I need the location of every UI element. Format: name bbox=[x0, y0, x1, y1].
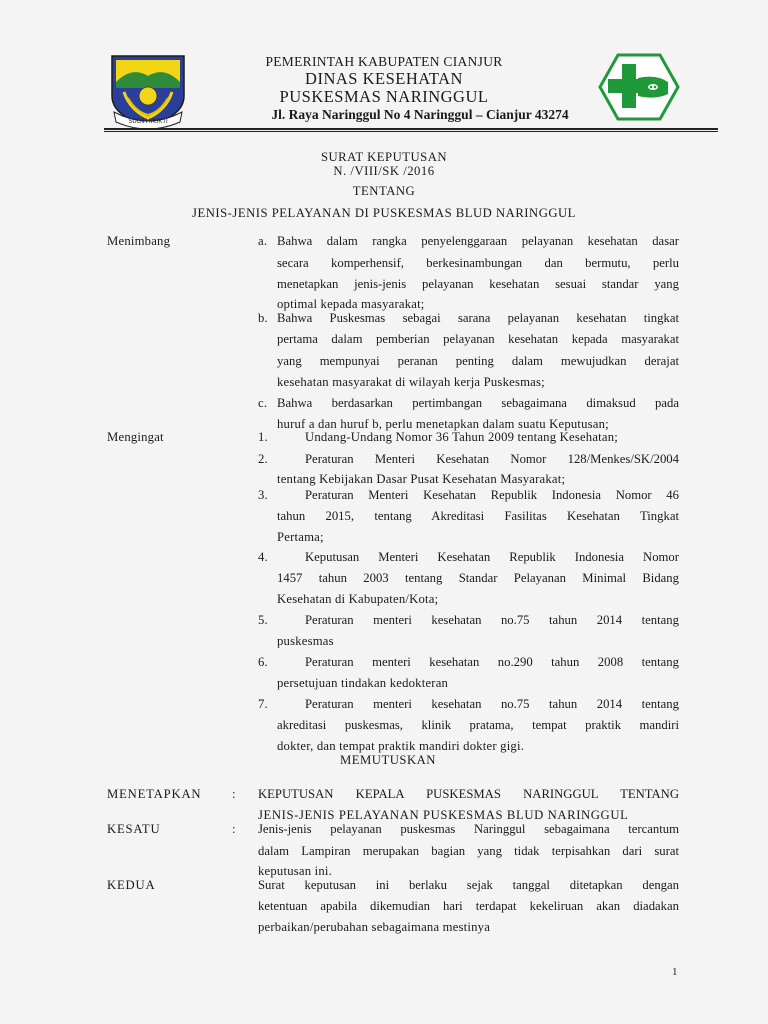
mengingat-4-line: 1457 tahun 2003 tentang Standar Pelayanan Minimal Bidang bbox=[277, 571, 679, 585]
mengingat-marker-5: 5. bbox=[258, 613, 268, 627]
menimbang-b-line: kesehatan masyarakat di wilayah kerja Puskesmas; bbox=[277, 375, 545, 389]
header-rule-thick bbox=[104, 128, 718, 130]
title-tentang: TENTANG bbox=[352, 184, 416, 198]
menimbang-a-line: Bahwa dalam rangka penyelenggaraan pelayanan kesehatan dasar bbox=[277, 234, 679, 248]
mengingat-1-line: Undang-Undang Nomor 36 Tahun 2009 tentang Kesehatan; bbox=[305, 430, 619, 444]
menetapkan-line: KEPUTUSAN KEPALA PUSKESMAS NARINGGUL TENTANG bbox=[258, 787, 679, 801]
mengingat-2-line: tentang Kebijakan Dasar Pusat Kesehatan Masyarakat; bbox=[277, 472, 566, 486]
mengingat-6-line: Peraturan menteri kesehatan no.290 tahun 2008 tentang bbox=[305, 655, 679, 669]
menimbang-label: Menimbang bbox=[107, 234, 171, 248]
menetapkan-colon: : bbox=[232, 787, 236, 801]
mengingat-marker-4: 4. bbox=[258, 550, 268, 564]
mengingat-3-line: tahun 2015, tentang Akreditasi Fasilitas Kesehatan Tingkat bbox=[277, 509, 679, 523]
mengingat-5-line: Peraturan menteri kesehatan no.75 tahun 2014 tentang bbox=[305, 613, 679, 627]
kesatu-line: dalam Lampiran merupakan bagian yang tidak terpisahkan dari surat bbox=[258, 844, 679, 858]
mengingat-7-line: dokter, dan tempat praktik mandiri dokter gigi. bbox=[277, 739, 525, 753]
emblem-motto: SUGIH MUKTI bbox=[128, 119, 168, 125]
header-address: Jl. Raya Naringgul No 4 Naringgul – Cianjur 43274 bbox=[271, 107, 569, 122]
menimbang-c-line: huruf a dan huruf b, perlu menetapkan dalam suatu Keputusan; bbox=[277, 417, 609, 431]
mengingat-label: Mengingat bbox=[107, 430, 164, 444]
mengingat-7-line: akreditasi puskesmas, klinik pratama, tempat praktik mandiri bbox=[277, 718, 679, 732]
kedua-line: ketentuan apabila dikemudian hari terdapat kekeliruan akan diadakan bbox=[258, 899, 679, 913]
kedua-line: perbaikan/perubahan sebagaimana mestinya bbox=[258, 920, 491, 934]
menimbang-b-line: yang mempunyai peranan penting dalam mewujudkan derajat bbox=[277, 354, 679, 368]
kesatu-line: keputusan ini. bbox=[258, 864, 332, 878]
menimbang-c-line: Bahwa berdasarkan pertimbangan sebagaimana dimaksud pada bbox=[277, 396, 679, 410]
menimbang-a-line: secara komperhensif, berkesinambungan dan bermutu, perlu bbox=[277, 256, 679, 270]
mengingat-3-line: Pertama; bbox=[277, 530, 324, 544]
kedua-line: Surat keputusan ini berlaku sejak tanggal ditetapkan dengan bbox=[258, 878, 679, 892]
menimbang-b-line: pertama dalam pemberian pelayanan kesehatan kepada masyarakat bbox=[277, 332, 679, 346]
mengingat-5-line: puskesmas bbox=[277, 634, 334, 648]
header-puskesmas: PUSKESMAS NARINGGUL bbox=[279, 87, 489, 106]
menimbang-marker-a: a. bbox=[258, 234, 268, 248]
mengingat-6-line: persetujuan tindakan kedokteran bbox=[277, 676, 449, 690]
menimbang-a-line: optimal kepada masyarakat; bbox=[277, 297, 425, 311]
title-perihal: JENIS-JENIS PELAYANAN DI PUSKESMAS BLUD NARINGGUL bbox=[192, 206, 576, 220]
menimbang-marker-c: c. bbox=[258, 396, 268, 410]
menimbang-marker-b: b. bbox=[258, 311, 268, 325]
header-rule-thin bbox=[104, 131, 718, 132]
menetapkan-label: MENETAPKAN bbox=[107, 787, 202, 801]
header-government: PEMERINTAH KABUPATEN CIANJUR bbox=[265, 54, 503, 69]
menetapkan-line: JENIS-JENIS PELAYANAN PUSKESMAS BLUD NARINGGUL bbox=[258, 808, 629, 822]
mengingat-marker-2: 2. bbox=[258, 452, 268, 466]
header-department: DINAS KESEHATAN bbox=[305, 69, 463, 88]
memutuskan-heading: MEMUTUSKAN bbox=[340, 753, 436, 767]
mengingat-marker-7: 7. bbox=[258, 697, 268, 711]
kesatu-label: KESATU bbox=[107, 822, 161, 836]
mengingat-marker-1: 1. bbox=[258, 430, 268, 444]
kedua-label: KEDUA bbox=[107, 878, 156, 892]
mengingat-4-line: Kesehatan di Kabupaten/Kota; bbox=[277, 592, 439, 606]
title-nomor: N. /VIII/SK /2016 bbox=[333, 164, 435, 178]
page-number: 1 bbox=[672, 966, 678, 978]
mengingat-marker-3: 3. bbox=[258, 488, 268, 502]
mengingat-3-line: Peraturan Menteri Kesehatan Republik Indonesia Nomor 46 bbox=[305, 488, 679, 502]
mengingat-4-line: Keputusan Menteri Kesehatan Republik Indonesia Nomor bbox=[305, 550, 679, 564]
menimbang-b-line: Bahwa Puskesmas sebagai sarana pelayanan kesehatan tingkat bbox=[277, 311, 679, 325]
mengingat-marker-6: 6. bbox=[258, 655, 268, 669]
mengingat-2-line: Peraturan Menteri Kesehatan Nomor 128/Menkes/SK/2004 bbox=[305, 452, 679, 466]
kesatu-colon: : bbox=[232, 822, 236, 836]
mengingat-7-line: Peraturan menteri kesehatan no.75 tahun 2014 tentang bbox=[305, 697, 679, 711]
menimbang-a-line: menetapkan jenis-jenis pelayanan kesehatan sesuai standar yang bbox=[277, 277, 679, 291]
title-surat: SURAT KEPUTUSAN bbox=[320, 150, 448, 164]
kesatu-line: Jenis-jenis pelayanan puskesmas Naringgul sebagaimana tercantum bbox=[258, 822, 679, 836]
